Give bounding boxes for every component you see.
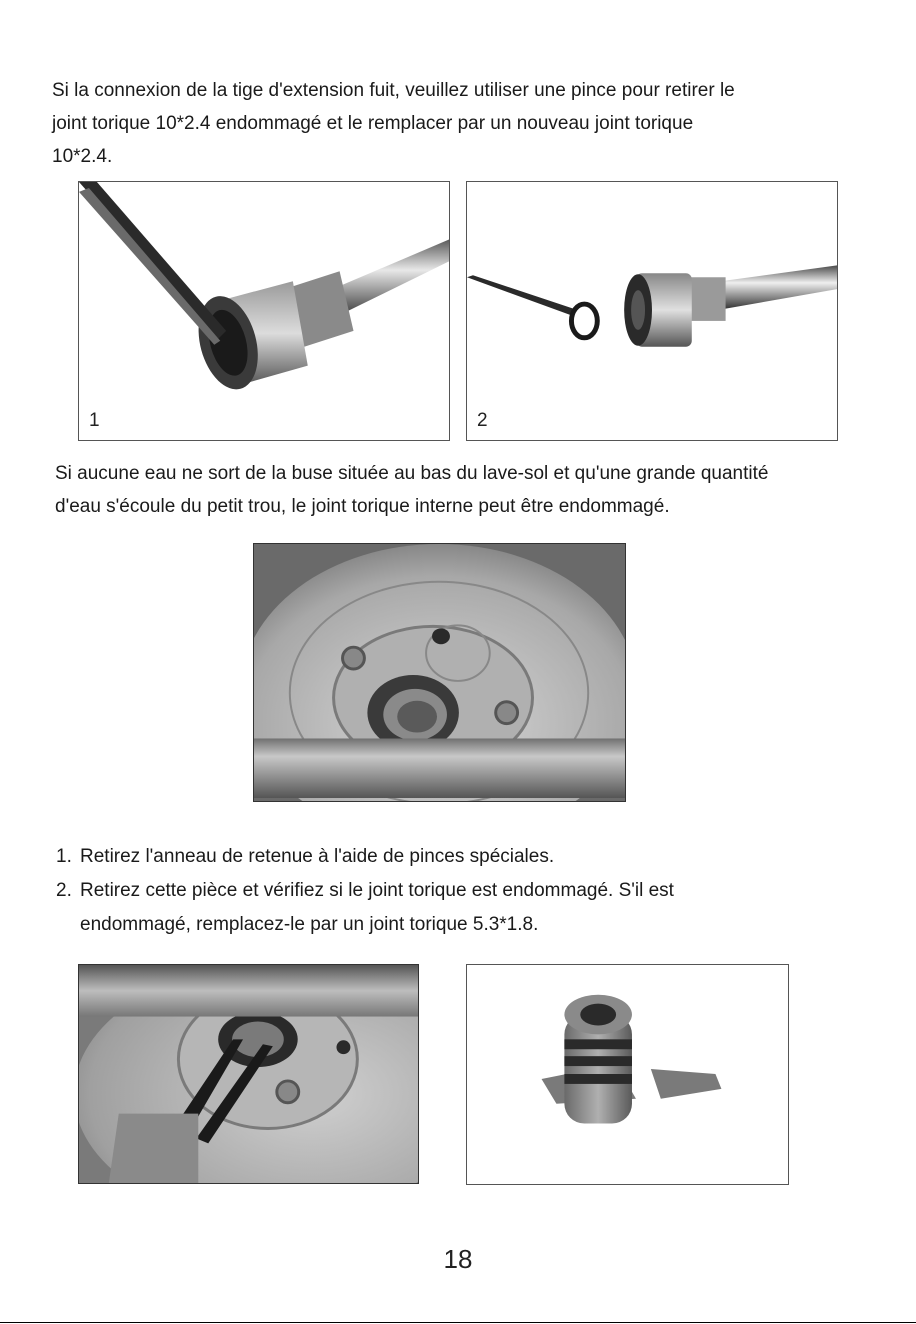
nozzle-line: Si aucune eau ne sort de la buse située au bas du lave-sol et qu'une grande quantité — [55, 463, 769, 484]
page-number: 18 — [443, 1244, 473, 1274]
coupler-oring-illustration — [467, 182, 837, 440]
photo-nozzle-underside — [253, 543, 626, 802]
nozzle-paragraph — [55, 457, 768, 523]
bottom-rule — [0, 1322, 916, 1323]
step-item — [56, 840, 674, 874]
nozzle-line: d'eau s'écoule du petit trou, le joint torique interne peut être endommagé. — [55, 496, 670, 517]
figure-label: 2 — [477, 410, 488, 431]
intro-paragraph — [52, 74, 735, 173]
pliers-illustration — [79, 965, 418, 1183]
step-text: Retirez l'anneau de retenue à l'aide de pinces spéciales. — [80, 846, 555, 867]
photo-retaining-ring-pliers — [78, 964, 419, 1184]
intro-line: 10*2.4. — [52, 146, 113, 167]
step-text: Retirez cette pièce et vérifiez si le joint torique est endommagé. S'il est — [80, 880, 674, 901]
nozzle-part-illustration — [467, 965, 788, 1184]
steps-list — [56, 840, 674, 942]
photo-remove-oring — [78, 181, 450, 441]
figure-label: 1 — [89, 410, 100, 431]
photo-oring-removed — [466, 181, 838, 441]
intro-line: Si la connexion de la tige d'extension fuit, veuillez utiliser une pince pour retirer le — [52, 80, 735, 101]
photo-nozzle-part — [466, 964, 789, 1185]
coupler-pick-illustration — [79, 182, 449, 440]
step-text: endommagé, remplacez-le par un joint torique 5.3*1.8. — [80, 914, 539, 935]
step-number: 1. — [56, 846, 72, 867]
intro-line: joint torique 10*2.4 endommagé et le remplacer par un nouveau joint torique — [52, 113, 694, 134]
step-item — [56, 874, 674, 908]
nozzle-underside-illustration — [254, 544, 625, 801]
step-number: 2. — [56, 880, 72, 901]
